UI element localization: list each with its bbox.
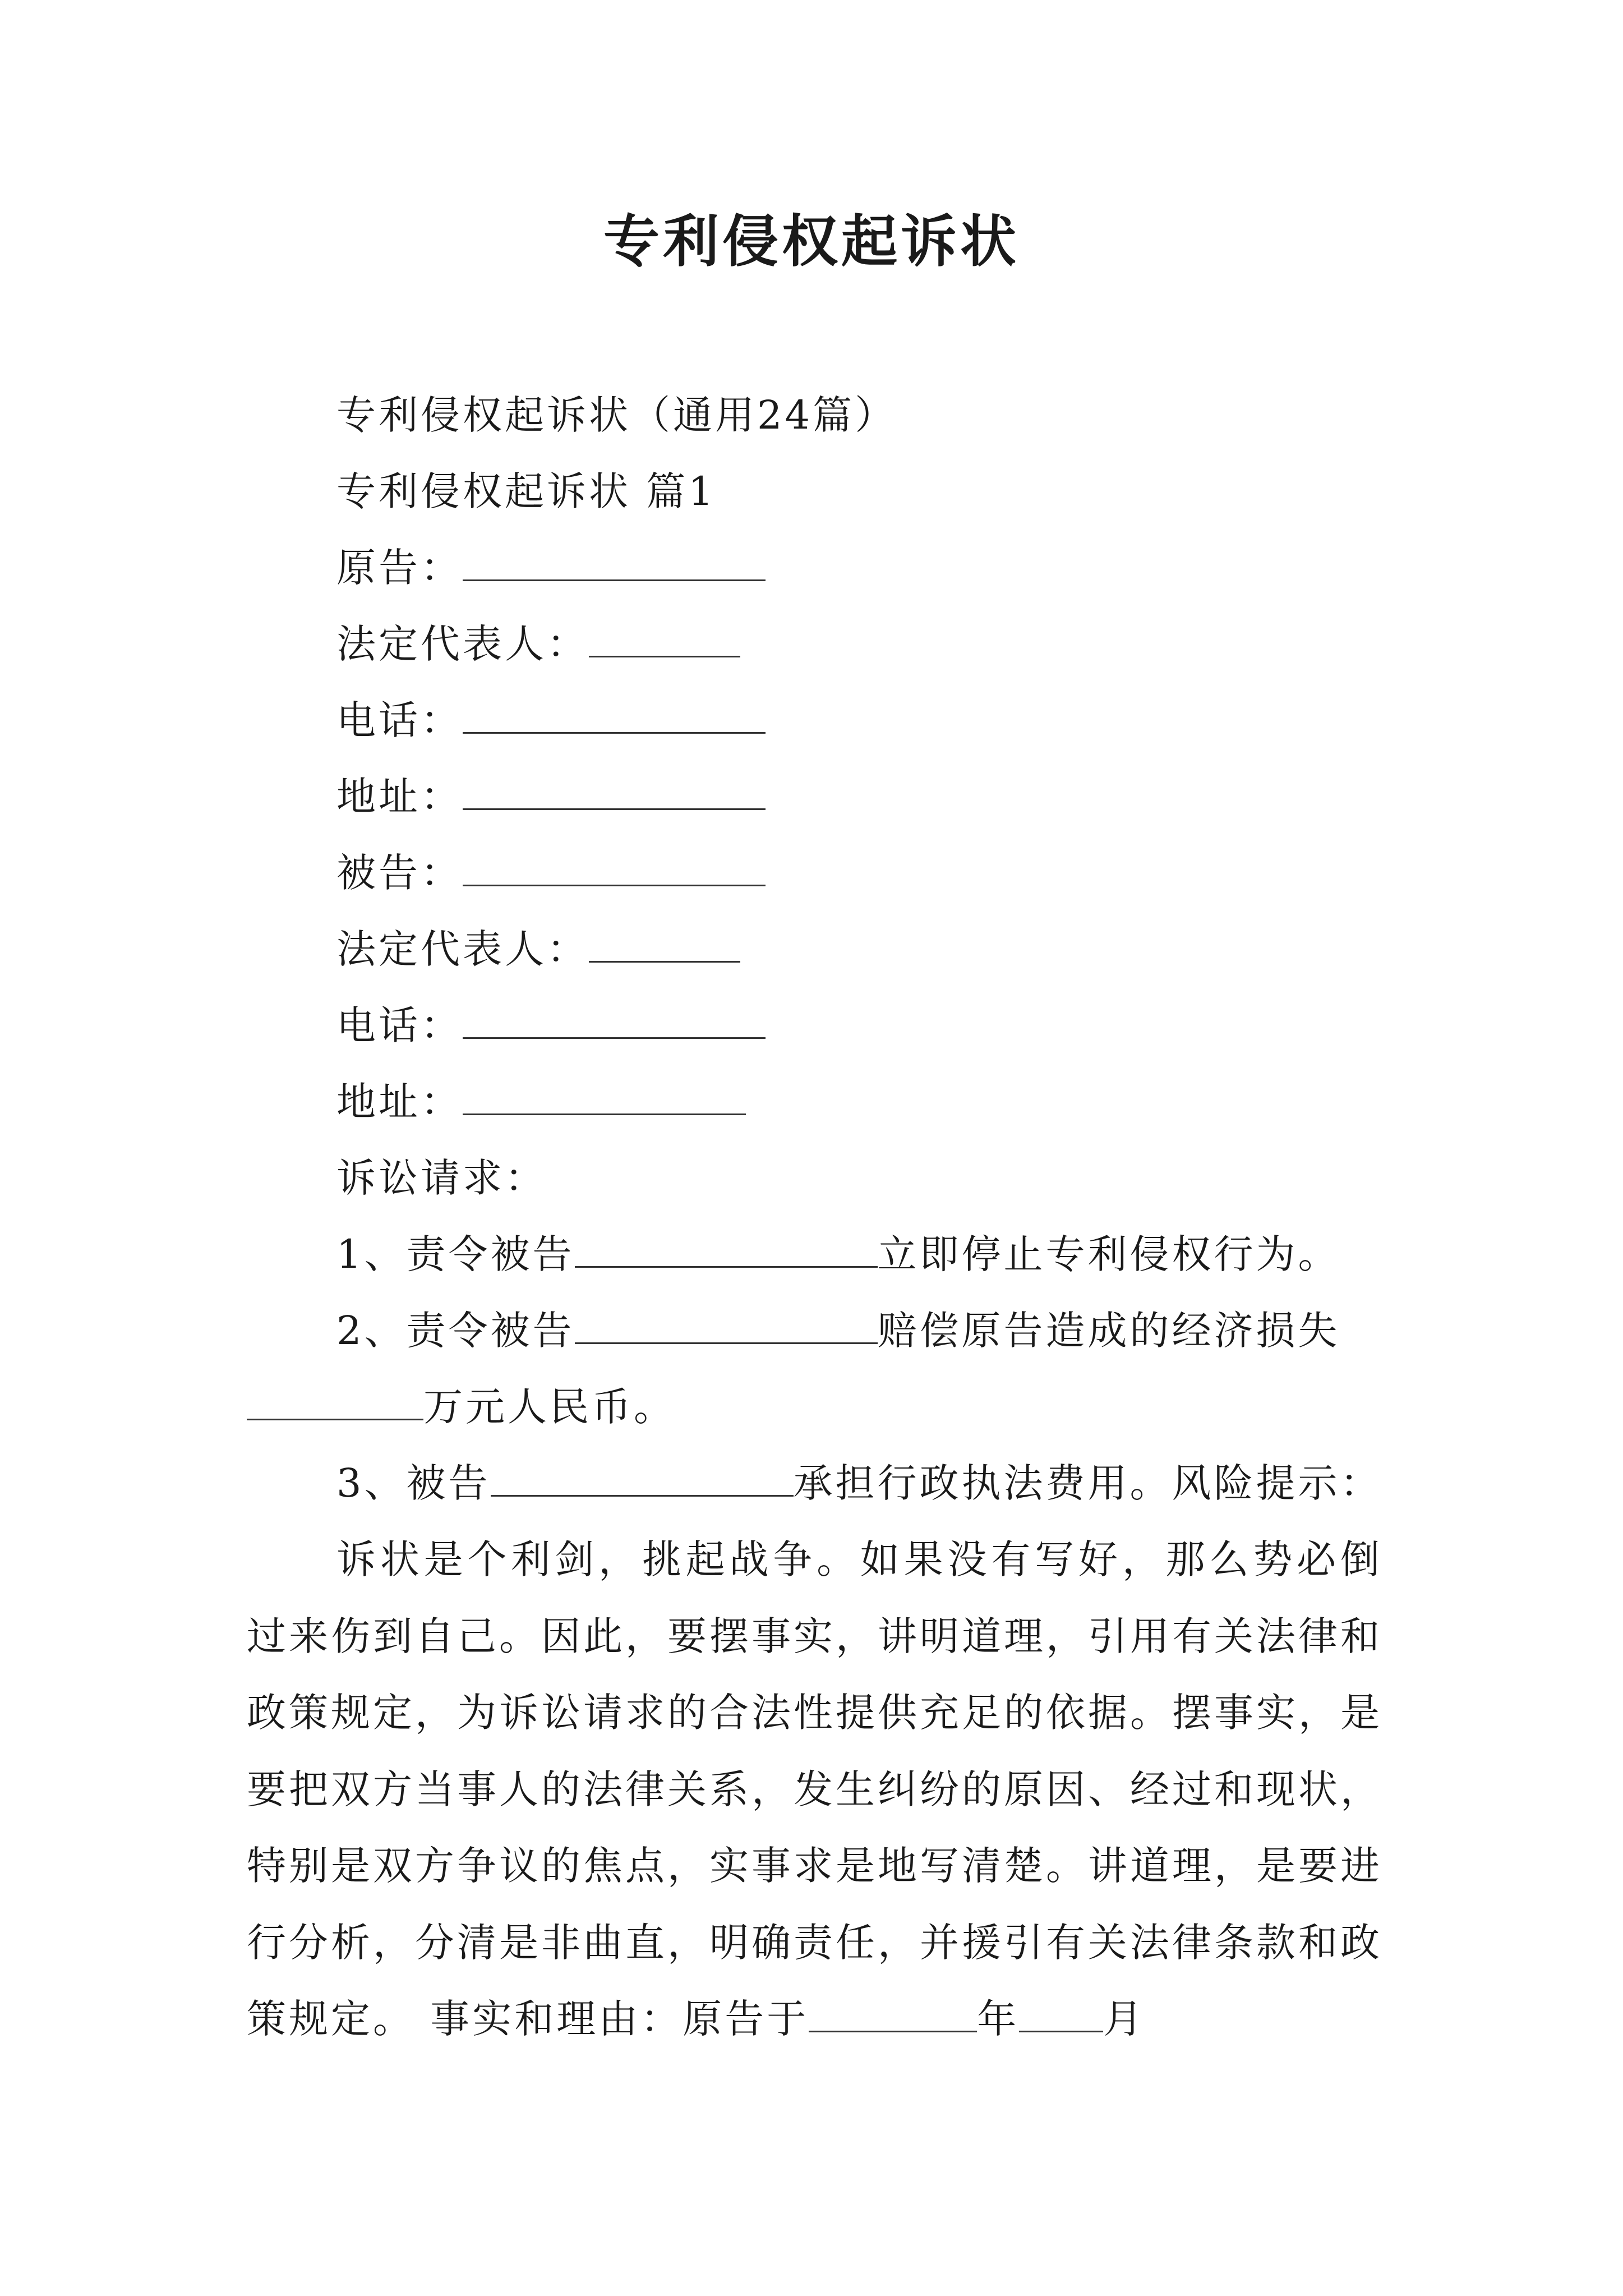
defendant-line [336, 845, 766, 901]
claim-2-amount-blank [247, 1382, 423, 1420]
body-paragraph [247, 1521, 1382, 2058]
plaintiff-rep-blank [589, 619, 740, 657]
claim-2-continuation [247, 1379, 676, 1435]
plaintiff-address-blank [463, 771, 766, 810]
claim-3-prefix: 3、被告 [336, 1460, 491, 1506]
defendant-label: 被告： [336, 850, 463, 896]
claim-2 [336, 1303, 1340, 1359]
plaintiff-phone-line [336, 692, 766, 748]
claim-1-blank [575, 1229, 878, 1268]
defendant-phone-blank [463, 1000, 766, 1039]
claim-3 [336, 1455, 1382, 1511]
section-heading: 专利侵权起诉状 篇1 [336, 468, 716, 514]
plaintiff-rep-line [336, 616, 740, 672]
year-blank [809, 1994, 977, 2032]
claim-2-prefix: 2、责令被告 [336, 1308, 575, 1354]
document-title: 专利侵权起诉状 [603, 208, 1020, 274]
document-subtitle: 专利侵权起诉状（通用24篇） [336, 392, 897, 438]
claim-3-suffix: 承担行政执法费用。风险提示： [793, 1460, 1382, 1506]
plaintiff-address-label: 地址： [336, 774, 463, 820]
defendant-rep-label: 法定代表人： [336, 926, 589, 972]
body-paragraph-text: 诉状是个利剑，挑起战争。如果没有写好，那么势必倒过来伤到自己。因此，要摆事实，讲明道理，引用有关法律和政策规定，为诉讼请求的合法性提供充足的依据。摆事实，是要把双方当事人的法律关系，发生纠纷的原因、经过和现状，特别是双方争议的焦点，实事求是地写清楚。讲道理，是要进行分析，分清是非曲直，明确责任，并援引有关法律条款和政策规定。 事实和理由：原告于 [247, 1536, 1382, 2042]
defendant-blank [463, 848, 766, 886]
plaintiff-label: 原告： [336, 545, 463, 591]
defendant-rep-line [336, 921, 740, 977]
defendant-phone-label: 电话： [336, 1002, 463, 1048]
claim-2-suffix: 赔偿原告造成的经济损失 [877, 1308, 1340, 1354]
year-label: 年 [977, 1996, 1020, 2042]
claim-2-cont-suffix: 万元人民币。 [423, 1384, 676, 1430]
month-label: 月 [1103, 1996, 1146, 2042]
claim-1-prefix: 1、责令被告 [336, 1231, 575, 1277]
defendant-address-blank [463, 1076, 746, 1115]
claims-heading: 诉讼请求： [336, 1155, 547, 1201]
month-blank [1019, 1994, 1103, 2032]
defendant-address-label: 地址： [336, 1079, 463, 1125]
claim-2-blank [575, 1305, 878, 1344]
claim-1 [336, 1226, 1340, 1282]
plaintiff-blank [463, 542, 766, 581]
plaintiff-phone-label: 电话： [336, 697, 463, 743]
defendant-phone-line [336, 997, 766, 1053]
plaintiff-rep-label: 法定代表人： [336, 621, 589, 667]
claim-1-suffix: 立即停止专利侵权行为。 [877, 1231, 1340, 1277]
plaintiff-address-line [336, 769, 766, 825]
claim-3-blank [491, 1458, 794, 1497]
plaintiff-line [336, 540, 766, 596]
defendant-rep-blank [589, 924, 740, 963]
plaintiff-phone-blank [463, 695, 766, 734]
defendant-address-line [336, 1074, 746, 1130]
